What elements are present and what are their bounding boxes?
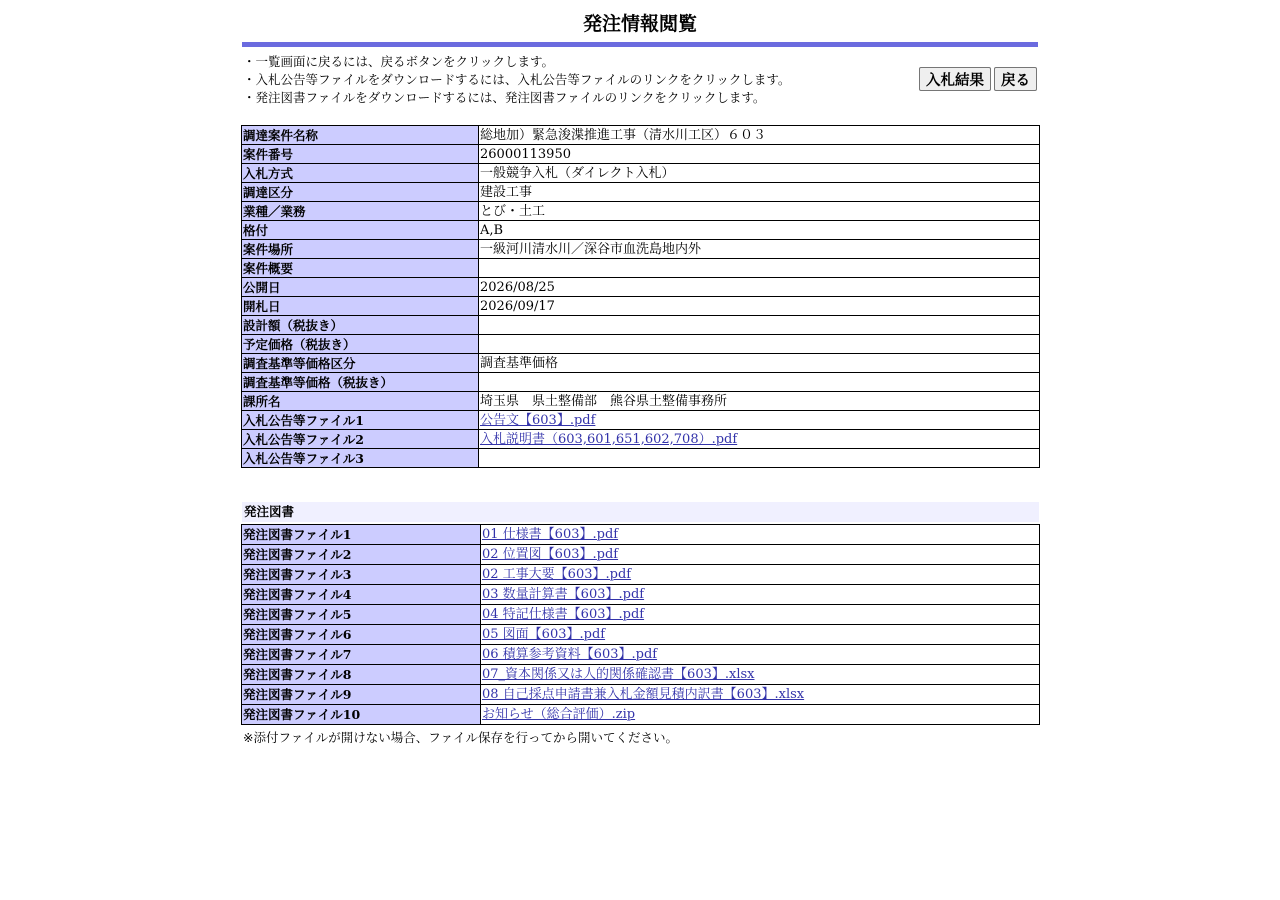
instruction-notice-download: ・入札公告等ファイルをダウンロードするには、入札公告等ファイルのリンクをクリックします。 <box>243 72 791 87</box>
info-value: A,B <box>479 221 1040 240</box>
info-label: 開札日 <box>242 297 479 316</box>
docs-label: 発注図書ファイル5 <box>242 605 481 625</box>
info-label: 設計額（税抜き） <box>242 316 479 335</box>
docs-value <box>481 685 1040 705</box>
info-row <box>242 316 1040 335</box>
docs-file-link[interactable]: 05 図面【603】.pdf <box>482 626 606 642</box>
bid-result-button[interactable]: 入札結果 <box>919 67 991 91</box>
docs-row <box>242 525 1040 545</box>
docs-label: 発注図書ファイル6 <box>242 625 481 645</box>
docs-label: 発注図書ファイル10 <box>242 705 481 725</box>
notice-file-link[interactable]: 公告文【603】.pdf <box>480 412 596 428</box>
info-row <box>242 430 1040 449</box>
docs-value <box>481 585 1040 605</box>
info-value <box>479 449 1040 468</box>
info-value: 2026/08/25 <box>479 278 1040 297</box>
info-row <box>242 259 1040 278</box>
info-label: 公開日 <box>242 278 479 297</box>
docs-file-link[interactable]: 06 積算参考資料【603】.pdf <box>482 646 658 662</box>
info-label: 格付 <box>242 221 479 240</box>
back-button[interactable]: 戻る <box>994 67 1037 91</box>
docs-row <box>242 665 1040 685</box>
docs-value <box>481 545 1040 565</box>
info-value: 26000113950 <box>479 145 1040 164</box>
docs-label: 発注図書ファイル3 <box>242 565 481 585</box>
docs-table <box>241 524 1040 725</box>
info-label: 調査基準等価格区分 <box>242 354 479 373</box>
info-value <box>479 335 1040 354</box>
info-row <box>242 126 1040 145</box>
info-value: 埼玉県 県土整備部 熊谷県土整備事務所 <box>479 392 1040 411</box>
info-label: 調査基準等価格（税抜き） <box>242 373 479 392</box>
footnote: ※添付ファイルが開けない場合、ファイル保存を行ってから開いてください。 <box>243 730 678 745</box>
info-value <box>479 259 1040 278</box>
action-buttons <box>919 67 1037 91</box>
docs-value <box>481 705 1040 725</box>
info-value <box>479 430 1040 449</box>
info-value: とび・土工 <box>479 202 1040 221</box>
info-value: 建設工事 <box>479 183 1040 202</box>
docs-value <box>481 565 1040 585</box>
info-value <box>479 316 1040 335</box>
docs-row <box>242 705 1040 725</box>
docs-file-link[interactable]: 02 工事大要【603】.pdf <box>482 566 632 582</box>
info-row <box>242 278 1040 297</box>
info-row <box>242 354 1040 373</box>
info-row <box>242 392 1040 411</box>
info-value: 総地加）緊急浚渫推進工事（清水川工区）６０３ <box>479 126 1040 145</box>
info-row <box>242 297 1040 316</box>
docs-row <box>242 565 1040 585</box>
instructions <box>243 53 790 107</box>
project-info-table <box>241 125 1040 468</box>
info-value: 調査基準価格 <box>479 354 1040 373</box>
info-label: 入札方式 <box>242 164 479 183</box>
info-row <box>242 183 1040 202</box>
docs-label: 発注図書ファイル9 <box>242 685 481 705</box>
info-label: 調達区分 <box>242 183 479 202</box>
docs-label: 発注図書ファイル4 <box>242 585 481 605</box>
main-container <box>241 0 1039 746</box>
docs-label: 発注図書ファイル1 <box>242 525 481 545</box>
docs-row <box>242 605 1040 625</box>
info-label: 案件場所 <box>242 240 479 259</box>
docs-value <box>481 605 1040 625</box>
docs-row <box>242 685 1040 705</box>
docs-file-link[interactable]: 07_資本関係又は人的関係確認書【603】.xlsx <box>482 666 755 682</box>
info-label: 案件番号 <box>242 145 479 164</box>
instructions-row <box>241 47 1039 125</box>
info-label: 入札公告等ファイル3 <box>242 449 479 468</box>
instruction-back: ・一覧画面に戻るには、戻るボタンをクリックします。 <box>243 54 555 69</box>
info-label: 調達案件名称 <box>242 126 479 145</box>
info-row <box>242 411 1040 430</box>
info-value <box>479 411 1040 430</box>
info-row <box>242 335 1040 354</box>
docs-label: 発注図書ファイル7 <box>242 645 481 665</box>
docs-row <box>242 585 1040 605</box>
docs-value <box>481 525 1040 545</box>
info-row <box>242 449 1040 468</box>
docs-value <box>481 625 1040 645</box>
info-label: 入札公告等ファイル2 <box>242 430 479 449</box>
info-label: 案件概要 <box>242 259 479 278</box>
docs-file-link[interactable]: 01 仕様書【603】.pdf <box>482 526 619 542</box>
info-row <box>242 221 1040 240</box>
info-row <box>242 145 1040 164</box>
info-value: 一般競争入札（ダイレクト入札） <box>479 164 1040 183</box>
docs-value <box>481 645 1040 665</box>
info-value <box>479 373 1040 392</box>
docs-file-link[interactable]: お知らせ（総合評価）.zip <box>482 706 636 722</box>
info-label: 予定価格（税抜き） <box>242 335 479 354</box>
docs-row <box>242 625 1040 645</box>
docs-file-link[interactable]: 04 特記仕様書【603】.pdf <box>482 606 645 622</box>
instruction-docs-download: ・発注図書ファイルをダウンロードするには、発注図書ファイルのリンクをクリックします。 <box>243 90 766 105</box>
info-label: 入札公告等ファイル1 <box>242 411 479 430</box>
docs-label: 発注図書ファイル2 <box>242 545 481 565</box>
docs-file-link[interactable]: 03 数量計算書【603】.pdf <box>482 586 645 602</box>
info-value: 2026/09/17 <box>479 297 1040 316</box>
docs-file-link[interactable]: 02 位置図【603】.pdf <box>482 546 619 562</box>
docs-row <box>242 645 1040 665</box>
docs-section-title: 発注図書 <box>242 502 1039 522</box>
notice-file-link[interactable]: 入札説明書（603,601,651,602,708）.pdf <box>480 431 738 447</box>
info-row <box>242 373 1040 392</box>
info-row <box>242 202 1040 221</box>
docs-file-link[interactable]: 08 自己採点申請書兼入札金額見積内訳書【603】.xlsx <box>482 686 805 702</box>
info-row <box>242 240 1040 259</box>
docs-value <box>481 665 1040 685</box>
info-label: 業種／業務 <box>242 202 479 221</box>
docs-row <box>242 545 1040 565</box>
docs-label: 発注図書ファイル8 <box>242 665 481 685</box>
page-title: 発注情報閲覧 <box>582 13 697 35</box>
info-value: 一級河川清水川／深谷市血洗島地内外 <box>479 240 1040 259</box>
info-label: 課所名 <box>242 392 479 411</box>
info-row <box>242 164 1040 183</box>
